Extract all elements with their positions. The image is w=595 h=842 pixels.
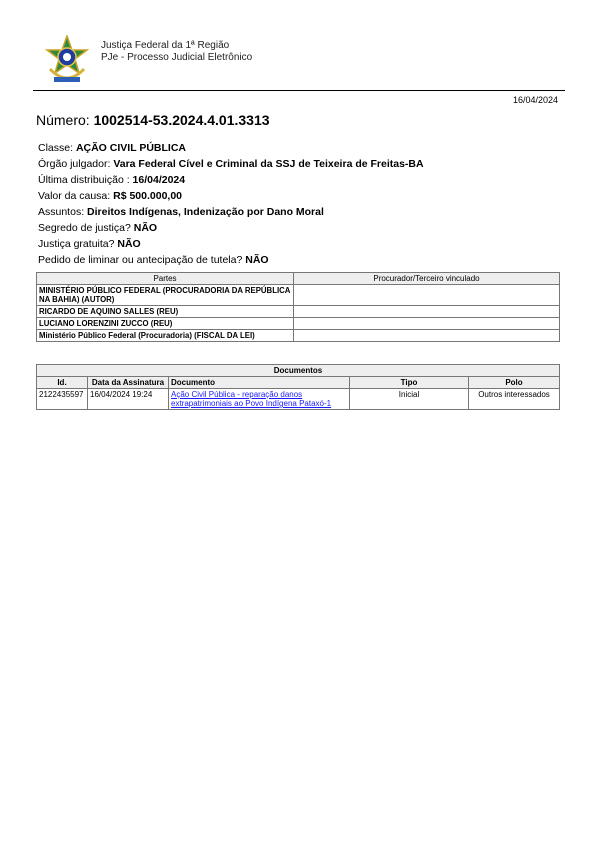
- partes-table: [36, 272, 560, 342]
- field-label: Segredo de justiça?: [38, 222, 131, 234]
- table-row: [37, 389, 560, 410]
- field-value: Direitos Indígenas, Indenização por Dano Moral: [87, 206, 324, 218]
- process-number: [36, 112, 270, 128]
- field-value: Vara Federal Cível e Criminal da SSJ de Teixeira de Freitas-BA: [113, 158, 424, 170]
- process-number-label: Número:: [36, 112, 90, 128]
- field-justica-gratuita: [38, 236, 424, 252]
- doc-documento: [169, 389, 350, 410]
- field-label: Pedido de liminar ou antecipação de tutela?: [38, 254, 243, 266]
- header-divider: [33, 90, 565, 91]
- doc-polo: Outros interessados: [469, 389, 560, 410]
- table-row: [37, 285, 560, 306]
- field-value: NÃO: [117, 238, 141, 250]
- field-label: Órgão julgador:: [38, 158, 111, 170]
- process-number-value: 1002514-53.2024.4.01.3313: [93, 112, 270, 128]
- party-name: Ministério Público Federal (Procuradoria) (FISCAL DA LEI): [37, 330, 294, 342]
- field-label: Assuntos:: [38, 206, 85, 218]
- col-polo: Polo: [469, 377, 560, 389]
- field-classe: [38, 140, 424, 156]
- field-value: NÃO: [245, 254, 269, 266]
- party-name: MINISTÉRIO PÚBLICO FEDERAL (PROCURADORIA DA REPÚBLICA NA BAHIA) (AUTOR): [37, 285, 294, 306]
- field-orgao-julgador: [38, 156, 424, 172]
- partes-header: Partes: [37, 273, 294, 285]
- field-label: Última distribuição :: [38, 174, 130, 186]
- print-date: 16/04/2024: [512, 95, 558, 105]
- col-data-assinatura: Data da Assinatura: [88, 377, 169, 389]
- col-documento: Documento: [169, 377, 350, 389]
- table-row: [37, 318, 560, 330]
- field-segredo-justica: [38, 220, 424, 236]
- procurador-header: Procurador/Terceiro vinculado: [294, 273, 560, 285]
- party-name: LUCIANO LORENZINI ZUCCO (REU): [37, 318, 294, 330]
- field-value: 16/04/2024: [132, 174, 186, 186]
- procurador-cell: [294, 330, 560, 342]
- document-link[interactable]: Ação Civil Pública - reparação danos extrapatrimoniais ao Povo Indígena Pataxó-1: [171, 390, 332, 408]
- field-label: Valor da causa:: [38, 190, 111, 202]
- process-details: [38, 140, 424, 268]
- doc-data: 16/04/2024 19:24: [88, 389, 169, 410]
- party-name: RICARDO DE AQUINO SALLES (REU): [37, 306, 294, 318]
- org-name: Justiça Federal da 1ª Região: [101, 40, 230, 51]
- procurador-cell: [294, 306, 560, 318]
- field-value: R$ 500.000,00: [113, 190, 183, 202]
- procurador-cell: [294, 285, 560, 306]
- field-value: AÇÃO CIVIL PÚBLICA: [75, 142, 186, 154]
- field-assuntos: [38, 204, 424, 220]
- organization-header: [101, 40, 252, 63]
- system-name: PJe - Processo Judicial Eletrônico: [101, 51, 253, 63]
- field-value: NÃO: [133, 222, 158, 234]
- doc-id: 2122435597: [37, 389, 88, 410]
- col-id: Id.: [37, 377, 88, 389]
- doc-tipo: Inicial: [350, 389, 469, 410]
- field-label: Classe:: [38, 142, 74, 154]
- field-label: Justiça gratuita?: [38, 238, 115, 250]
- documentos-title: Documentos: [37, 365, 560, 377]
- procurador-cell: [294, 318, 560, 330]
- field-valor-causa: [38, 188, 424, 204]
- col-tipo: Tipo: [350, 377, 469, 389]
- field-ultima-distribuicao: [38, 172, 424, 188]
- documentos-table: [36, 364, 560, 410]
- table-row: [37, 330, 560, 342]
- field-pedido-liminar: [38, 252, 424, 268]
- table-row: [37, 306, 560, 318]
- brasil-coat-of-arms-icon: [42, 35, 92, 87]
